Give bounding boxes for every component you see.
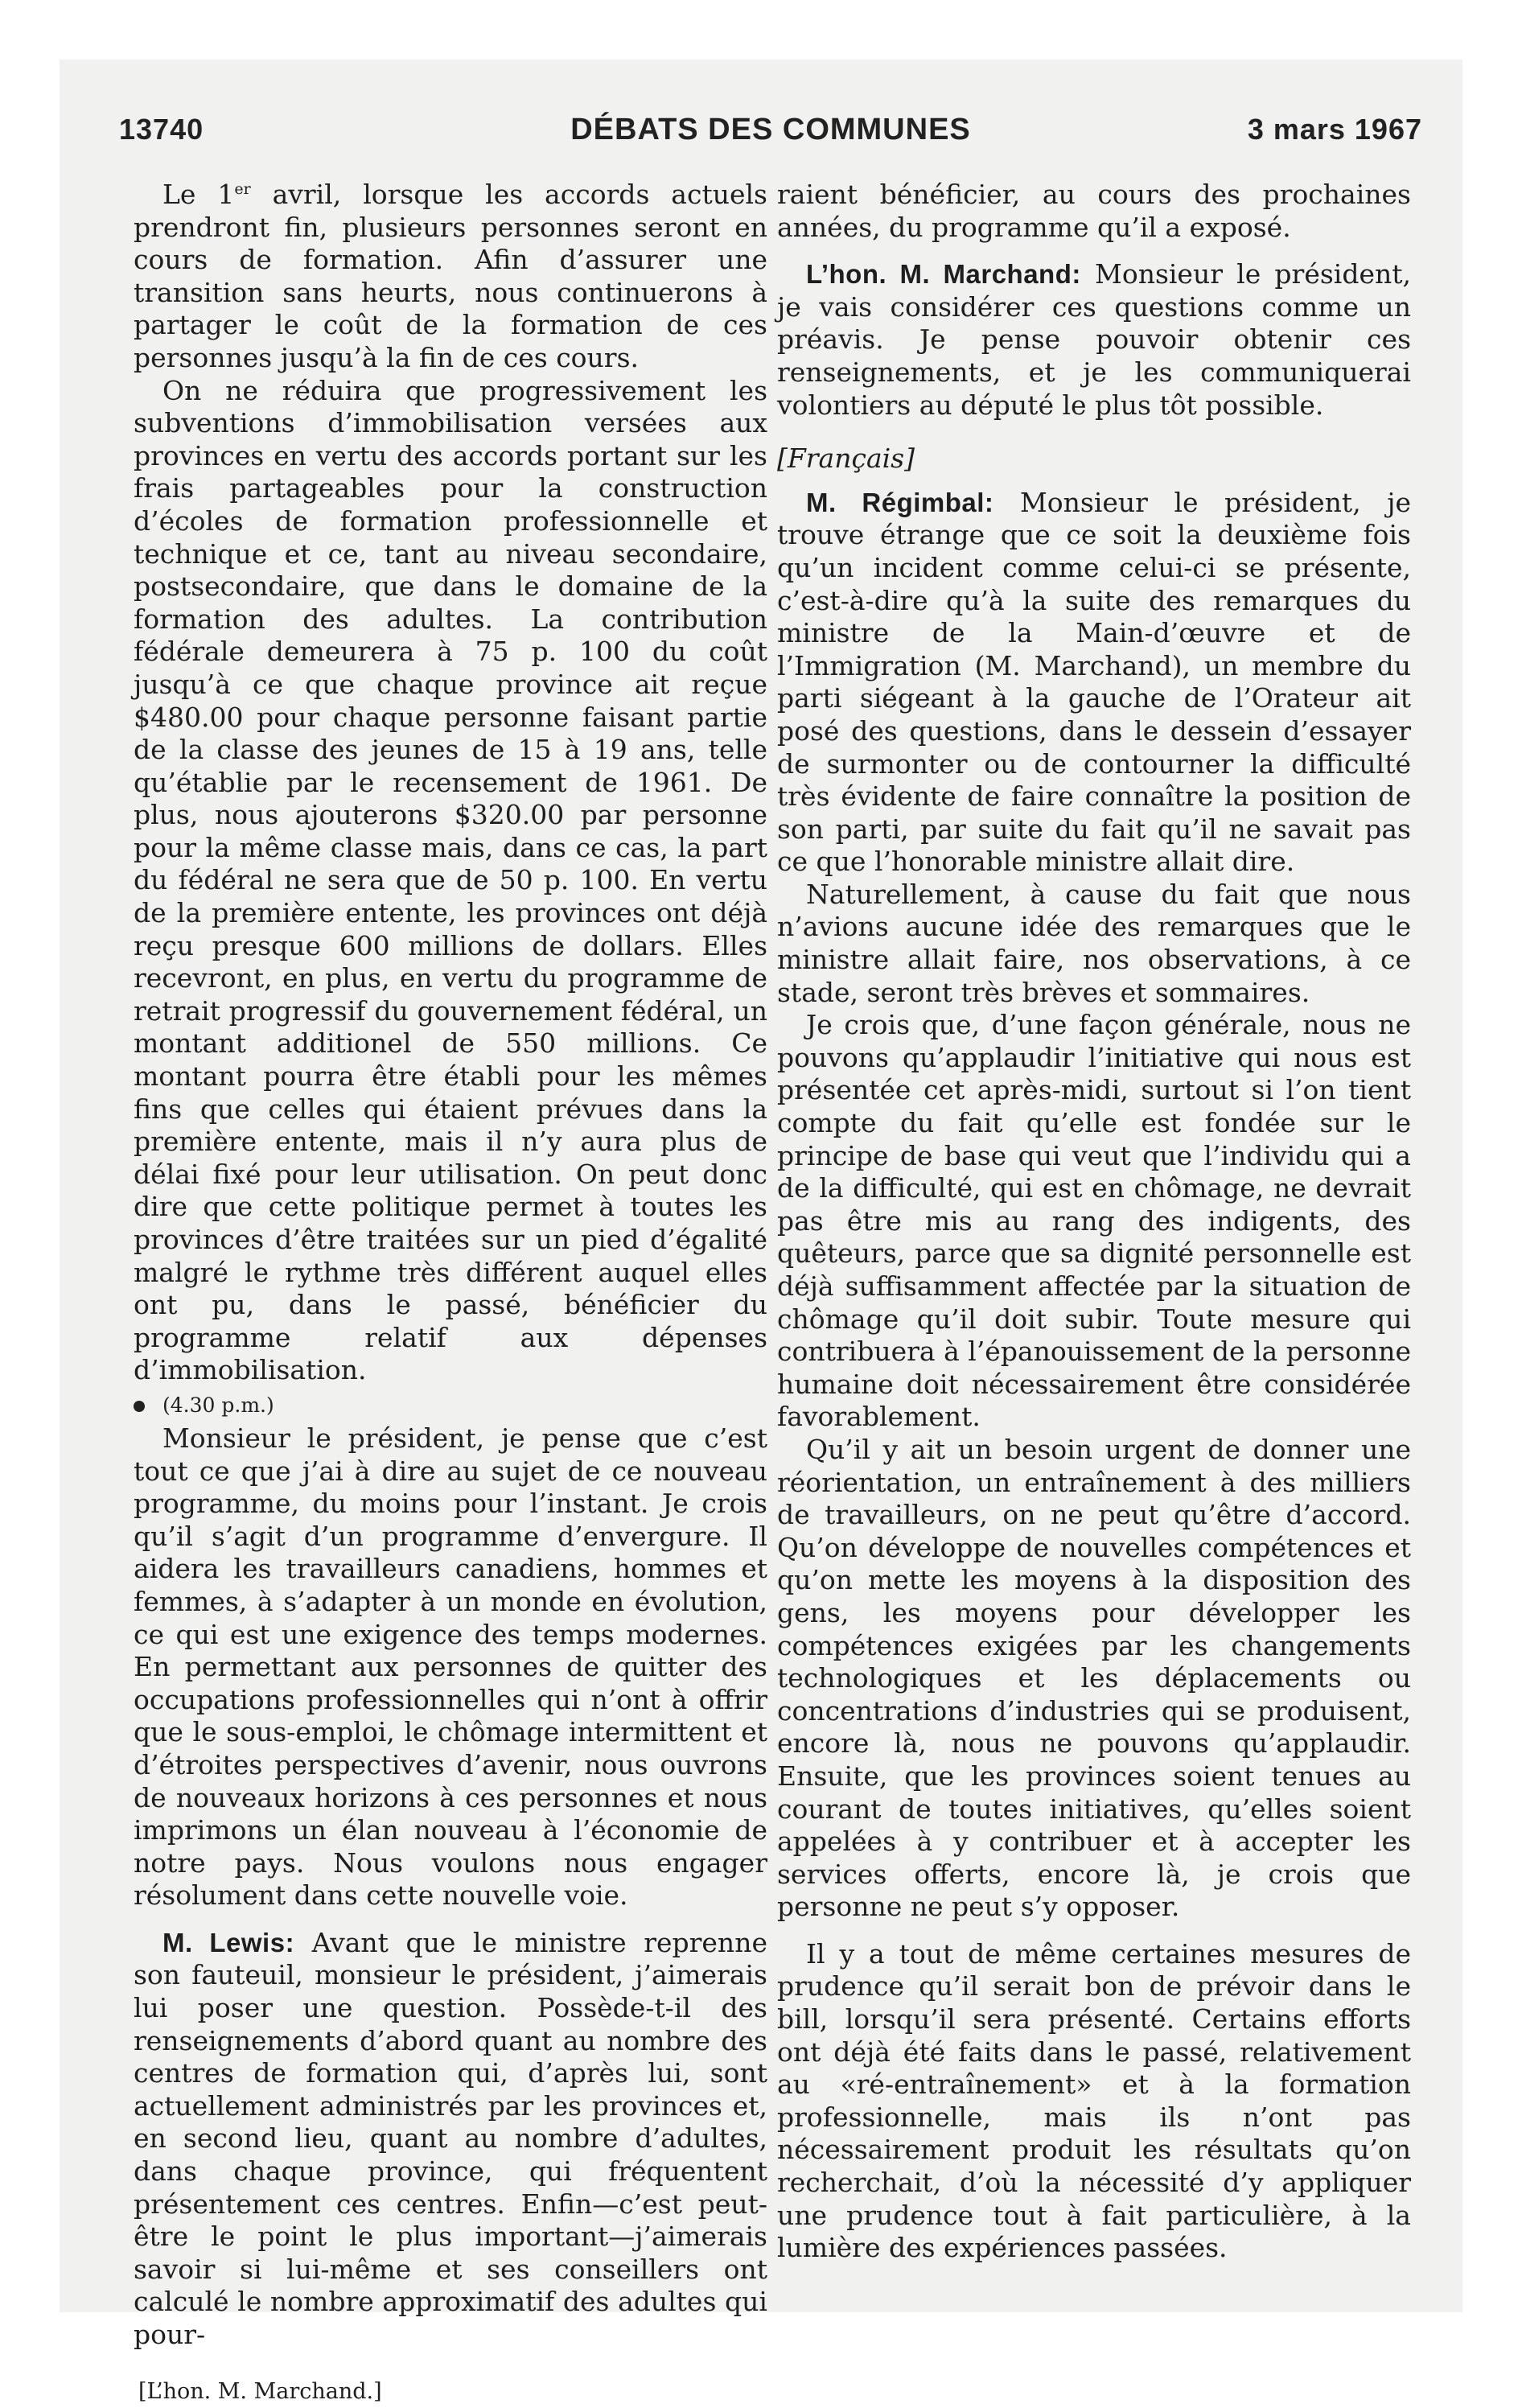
paragraph bbox=[134, 1927, 767, 2352]
paragraph-text: Le 1 bbox=[162, 179, 235, 210]
page-number: 13740 bbox=[119, 113, 204, 146]
page-title: DÉBATS DES COMMUNES bbox=[570, 113, 971, 146]
time-text: (4.30 p.m.) bbox=[162, 1393, 274, 1417]
paragraph bbox=[134, 179, 767, 375]
superscript: er bbox=[234, 180, 251, 198]
paragraph bbox=[777, 258, 1411, 422]
paragraph: Naturellement, à cause du fait que nous n’avions aucune idée des remarques que le ministre allait faire, nos observations, à ce stade, seront très brèves et sommaires. bbox=[777, 878, 1411, 1008]
left-column bbox=[134, 179, 767, 2408]
page-header bbox=[119, 113, 1422, 161]
speaker-footer: [L’hon. M. Marchand.] bbox=[138, 2378, 382, 2404]
paragraph-text: Monsieur le président, je trouve étrange que ce soit la deuxième fois qu’un incident comme celui-ci se présente, c’est-à-dire qu’à la suite des remarques du ministre de la Main-d’œuvre et de l’Immigration (M. Marchand), un membre du parti siégeant à la gauche de l’Orateur ait posé des questions, dans le dessein d’essayer de surmonter ou de contourner la difficulté très évidente de faire connaître la position de son parti, par suite du fait qu’il ne savait pas ce que l’honorable ministre allait dire. bbox=[777, 486, 1411, 878]
time-marker bbox=[134, 1392, 767, 1419]
paragraph: Je crois que, d’une façon générale, nous ne pouvons qu’applaudir l’initiative qui nous est présentée cet après-midi, surtout si l’on tient compte du fait qu’elle est fondée sur le principe de base qui veut que l’individu qui a de la difficulté, qui est en chômage, ne devrait pas être mis au rang des indigents, des quêteurs, parce que sa dignité personnelle est déjà suffisamment affectée par la situation de chômage qu’il doit subir. Toute mesure qui contribuera à l’épanouissement de la personne humaine doit nécessairement être considérée favorablement. bbox=[777, 1009, 1411, 1433]
paragraph-text: Monsieur le président, je vais considérer ces questions comme un préavis. Je pense pouvoir obtenir ces renseignements, et je les communiquerai volontiers au député le plus tôt possible. bbox=[777, 258, 1411, 421]
speaker-name: M. Lewis: bbox=[162, 1927, 295, 1957]
speaker-name: M. Régimbal: bbox=[806, 487, 994, 517]
paragraph: Qu’il y ait un besoin urgent de donner une réorientation, un entraînement à des milliers de travailleurs, on ne peut qu’être d’accord. Qu’on développe de nouvelles compétences et qu’on mette les moyens à la disposition des gens, les moyens pour développer les compétences exigées par les changements technologiques et les déplacements ou concentrations d’industries qui se produisent, encore là, nous ne pouvons qu’applaudir. Ensuite, que les provinces soient tenues au courant de toutes initiatives, qu’elles soient appelées à y contribuer et à accepter les services offerts, encore là, je crois que personne ne peut s’y opposer. bbox=[777, 1433, 1411, 1923]
paragraph: raient bénéficier, au cours des prochaines années, du programme qu’il a exposé. bbox=[777, 179, 1411, 243]
paragraph bbox=[777, 487, 1411, 879]
paragraph-text: Avant que le ministre reprenne son fauteuil, monsieur le président, j’aimerais lui poser une question. Possède-t-il des renseignements d’abord quant au nombre des centres de formation qui, d’après lui, sont actuellement administrés par les provinces et, en second lieu, quant au nombre d’adultes, dans chaque province, qui fréquentent présentement ces centres. Enfin—c’est peut-être le point le plus important—j’aimerais savoir si lui-même et ses conseillers ont calculé le nombre approximatif des adultes qui pour- bbox=[134, 1926, 767, 2350]
bullet-icon bbox=[134, 1401, 145, 1412]
paragraph: On ne réduira que progressivement les subventions d’immobilisation versées aux provinces en vertu des accords portant sur les frais partageables pour la construction d’écoles de formation professionnelle et technique et ce, tant au niveau secondaire, postsecondaire, que dans le domaine de la formation des adultes. La contribution fédérale demeurera à 75 p. 100 du coût jusqu’à ce que chaque province ait reçue $480.00 pour chaque personne faisant partie de la classe des jeunes de 15 à 19 ans, telle qu’établie par le recensement de 1961. De plus, nous ajouterons $320.00 par personne pour la même classe mais, dans ce cas, la part du fédéral ne sera que de 50 p. 100. En vertu de la première entente, les provinces ont déjà reçu presque 600 millions de dollars. Elles recevront, en plus, en vertu du programme de retrait progressif du gouvernement fédéral, un montant additionel de 550 millions. Ce montant pourra être établi pour les mêmes fins que celles qui étaient prévues dans la première entente, mais il n’y aura plus de délai fixé pour leur utilisation. On peut donc dire que cette politique permet à toutes les provinces d’être traitées sur un pied d’égalité malgré le rythme très différent auquel elles ont pu, dans le passé, bénéficier du programme relatif aux dépenses d’immobilisation. bbox=[134, 374, 767, 1386]
paragraph: Monsieur le président, je pense que c’est tout ce que j’ai à dire au sujet de ce nouveau programme, du moins pour l’instant. Je crois qu’il s’agit d’un programme d’envergure. Il aidera les travailleurs canadiens, hommes et femmes, à s’adapter à un monde en évolution, ce qui est une exigence des temps modernes. En permettant aux personnes de quitter des occupations professionnelles qui n’ont à offrir que le sous-emploi, le chômage intermittent et d’étroites perspectives d’avenir, nous ouvrons de nouveaux horizons à ces personnes et nous imprimons un élan nouveau à l’économie de notre pays. Nous voulons nous engager résolument dans cette nouvelle voie. bbox=[134, 1422, 767, 1912]
right-column bbox=[777, 179, 1411, 2265]
paragraph: Il y a tout de même certaines mesures de prudence qu’il serait bon de prévoir dans le bill, lorsqu’il sera présenté. Certains efforts ont déjà été faits dans le passé, relativement au «ré-entraînement» et à la formation professionnelle, mais ils n’ont pas nécessairement produit les résultats qu’on recherchait, d’où la nécessité d’y appliquer une prudence tout à fait particulière, à la lumière des expériences passées. bbox=[777, 1937, 1411, 2264]
section-label: [Français] bbox=[777, 442, 915, 475]
page-date: 3 mars 1967 bbox=[1247, 113, 1422, 146]
paragraph-text: avril, lorsque les accords actuels prendront fin, plusieurs personnes seront en cours de formation. Afin d’assurer une transition sans heurts, nous continuerons à partager le coût de la formation de ces personnes jusqu’à la fin de ces cours. bbox=[134, 179, 767, 373]
speaker-name: L’hon. M. Marchand: bbox=[806, 259, 1081, 290]
